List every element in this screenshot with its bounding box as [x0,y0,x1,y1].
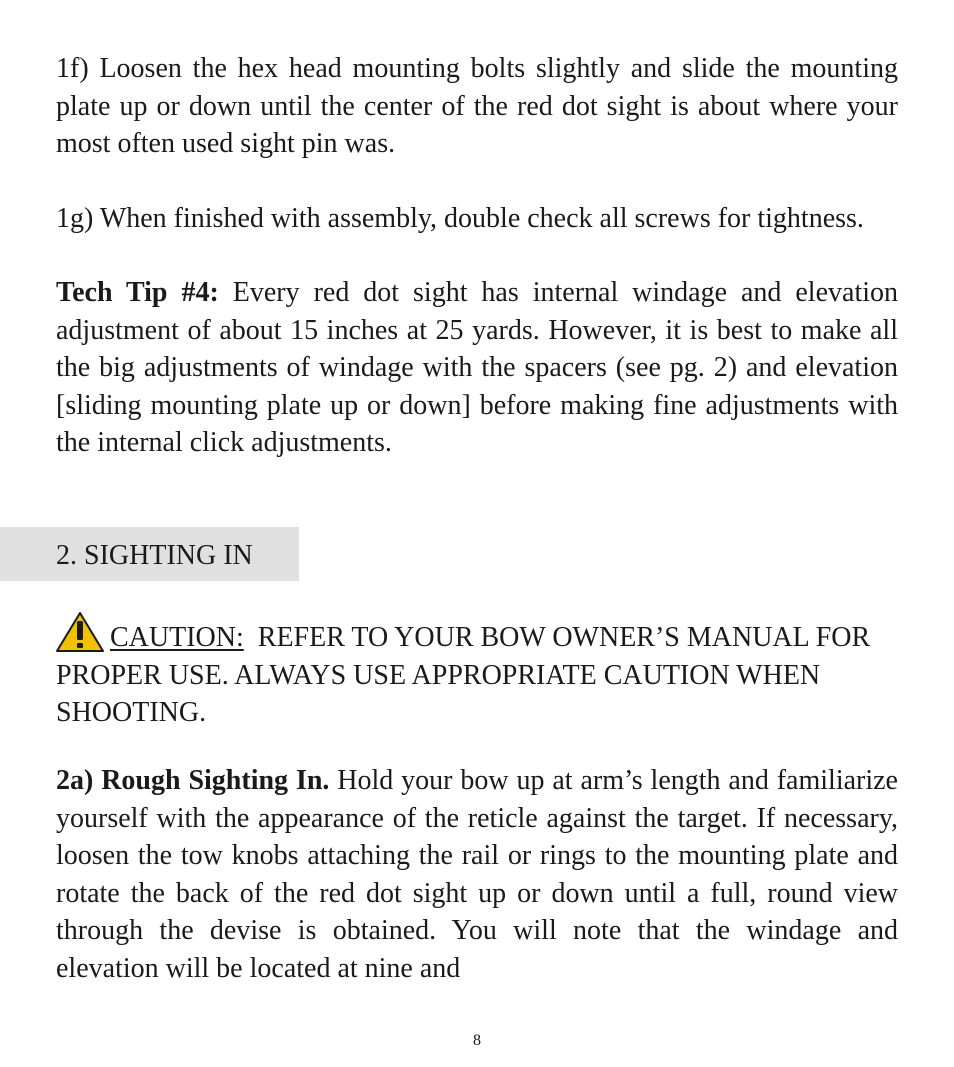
caution-notice [56,612,898,732]
caution-text: REFER TO YOUR BOW OWNER’S MANUAL FOR PROPER USE. ALWAYS USE APPROPRIATE CAUTION WHEN SHOOTING. [56,622,871,728]
tech-tip-text: Every red dot sight has internal windage and elevation adjustment of about 15 inches at 25 yards. However, it is best to make all the big adjustments of windage with the spacers (see pg. 2) and elevation [sliding mounting plate up or down] before making fine adjustments with the internal click adjustments. [56,277,899,458]
section-heading-text: 2. SIGHTING IN [56,540,253,571]
warning-triangle-icon [56,612,104,652]
upper-text-block [56,50,898,462]
step-1g-paragraph: 1g) When finished with assembly, double check all screws for tightness. [56,202,864,234]
step-2a-paragraph [56,762,898,987]
tech-tip-paragraph [56,274,898,462]
page-number: 8 [473,1032,481,1049]
step-2a-label: 2a) Rough Sighting In. [56,765,330,796]
step-2a-text: Hold your bow up at arm’s length and familiarize yourself with the appearance of the reticle against the target. If necessary, loosen the tow knobs attaching the rail or rings to the mounting plate and rotate the back of the red dot sight up or down until a full, round view through the devise is obtained. You will note that the windage and elevation will be located at nine and [56,765,898,984]
caution-label: CAUTION: [110,622,244,653]
step-1f-paragraph: 1f) Loosen the hex head mounting bolts slightly and slide the mounting plate up or down until the center of the red dot sight is about where your most often used sight pin was. [56,53,898,159]
tech-tip-label: Tech Tip #4: [56,277,219,308]
section-heading [0,527,299,581]
